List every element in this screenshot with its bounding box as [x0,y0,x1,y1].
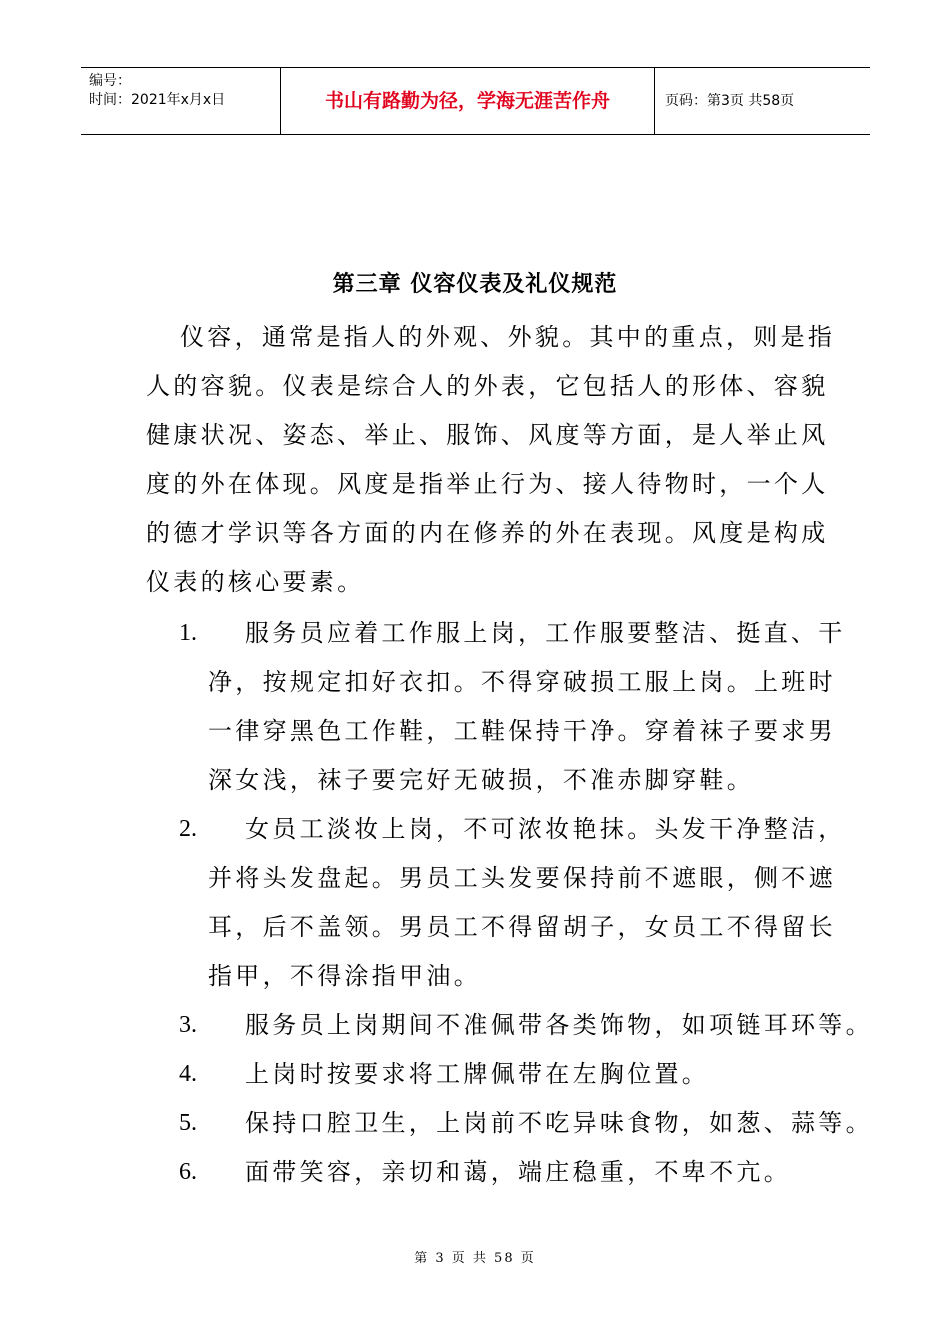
list-item-line: 净，按规定扣好衣扣。不得穿破损工服上岗。上班时 [208,668,836,696]
list-item [0,609,950,805]
list-item [0,1148,950,1197]
list-item-number: 6. [179,1159,197,1185]
paragraph-line: 仪表的核心要素。 [146,568,365,596]
paragraph-line: 度的外在体现。风度是指举止行为、接人待物时，一个人 [146,470,829,498]
list-item-line: 一律穿黑色工作鞋，工鞋保持干净。穿着袜子要求男 [208,717,836,745]
list-item [0,805,950,1001]
page-header [81,67,870,135]
list-item-number: 3. [179,1012,197,1038]
header-meta-cell [81,68,281,134]
list-item-line: 耳，后不盖领。男员工不得留胡子，女员工不得留长 [208,913,836,941]
list-item [0,1001,950,1050]
list-item [0,1099,950,1148]
paragraph-line: 健康状况、姿态、举止、服饰、风度等方面，是人举止风 [146,421,829,449]
time-label: 时间：2021年x月x日 [89,92,226,108]
chapter-title: 第三章 仪容仪表及礼仪规范 [332,271,618,297]
list-item-line: 上岗时按要求将工牌佩带在左胸位置。 [245,1060,710,1088]
rules-list [0,609,950,1197]
list-item-line: 服务员应着工作服上岗，工作服要整洁、挺直、干 [245,619,846,647]
list-item-number: 4. [179,1061,197,1087]
list-item-line: 女员工淡妆上岗，不可浓妆艳抹。头发干净整洁， [245,815,846,843]
page-footer: 第 3 页 共 58 页 [414,1251,536,1266]
intro-paragraph [146,313,836,607]
list-item-line: 深女浅，袜子要完好无破损，不准赤脚穿鞋。 [208,766,754,794]
list-item-number: 2. [179,816,197,842]
list-item-line: 指甲，不得涂指甲油。 [208,962,481,990]
list-item-line: 保持口腔卫生，上岗前不吃异味食物，如葱、蒜等。 [245,1109,873,1137]
paragraph-line: 人的容貌。仪表是综合人的外表，它包括人的形体、容貌 [146,372,829,400]
header-page-label: 页码：第3页 共58页 [665,93,795,109]
list-item-number: 5. [179,1110,197,1136]
list-item [0,1050,950,1099]
paragraph-line: 的德才学识等各方面的内在修养的外在表现。风度是构成 [146,519,829,547]
paragraph-line: 仪容，通常是指人的外观、外貌。其中的重点，则是指 [180,323,836,351]
number-label: 编号： [89,73,131,89]
list-item-line: 服务员上岗期间不准佩带各类饰物，如项链耳环等。 [245,1011,873,1039]
header-motto: 书山有路勤为径，学海无涯苦作舟 [281,68,655,134]
list-item-line: 并将头发盘起。男员工头发要保持前不遮眼，侧不遮 [208,864,836,892]
list-item-number: 1. [179,620,197,646]
list-item-line: 面带笑容，亲切和蔼，端庄稳重，不卑不亢。 [245,1158,791,1186]
